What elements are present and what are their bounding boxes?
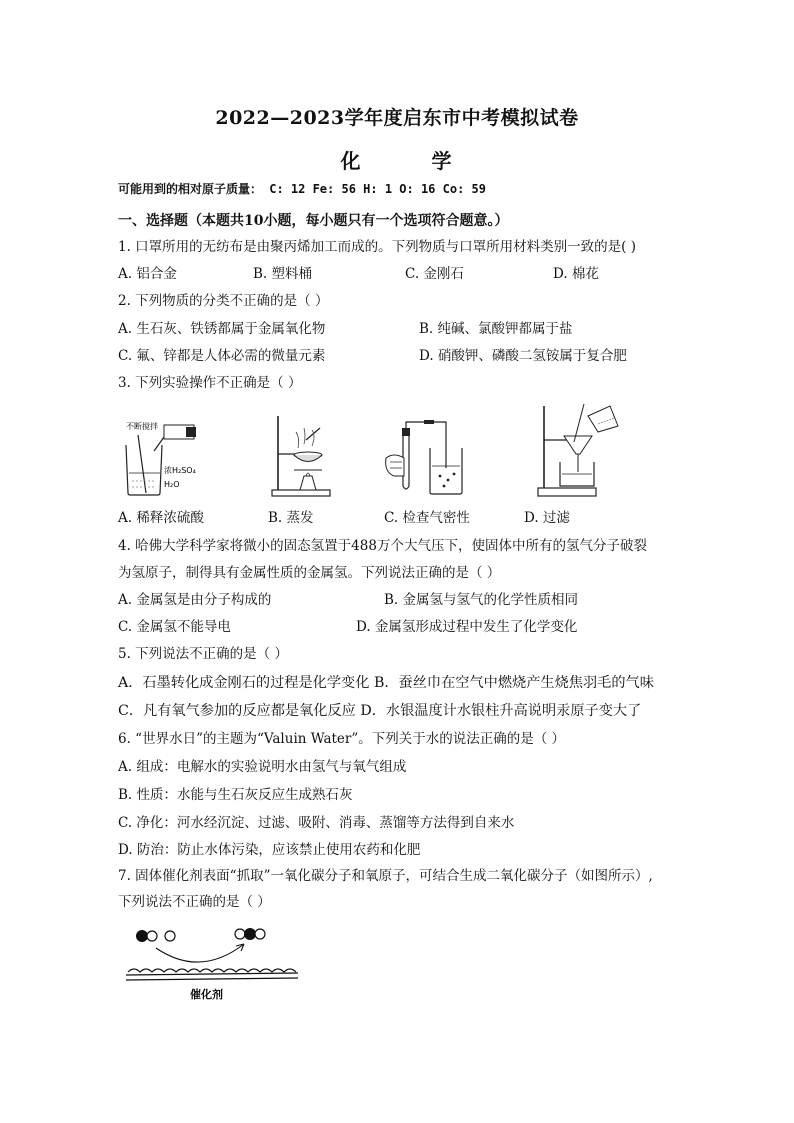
q2-option-c: C. 氟、锌都是人体必需的微量元素 (118, 348, 326, 364)
q5-options-ab: A．石墨转化成金刚石的过程是化学变化 B．蚕丝巾在空气中燃烧产生烧焦羽毛的气味 (118, 675, 654, 691)
q3-option-b: B. 蒸发 (268, 510, 314, 526)
q4-stem-line1: 4. 哈佛大学科学家将微小的固态氢置于488万个大气压下，使固体中所有的氢气分子破裂 (118, 538, 647, 554)
q3-option-d: D. 过滤 (524, 510, 570, 526)
subject-title: 化 学 (340, 149, 484, 173)
q1-stem: 1. 口罩所用的无纺布是由聚丙烯加工而成的。下列物质与口罩所用材料类别一致的是( ) (118, 239, 636, 255)
q2-stem: 2. 下列物质的分类不正确的是（ ） (118, 293, 329, 309)
q6-option-b: B. 性质：水能与生石灰反应生成熟石灰 (118, 787, 353, 803)
q6-option-a: A. 组成：电解水的实验说明水由氢气与氧气组成 (118, 759, 407, 775)
q3-option-c: C. 检查气密性 (384, 510, 470, 526)
q7-catalyst-figure (120, 922, 310, 1008)
q3-figure-evaporation (268, 410, 334, 498)
q3-figure-acid-label: 浓H₂SO₄ (164, 466, 196, 475)
q3-figure-filtration (534, 402, 620, 498)
q3-figure-stir-label: 不断搅拌 (126, 422, 158, 431)
q5-options-cd: C．凡有氧气参加的反应都是氧化反应 D．水银温度计水银柱升高说明汞原子变大了 (118, 703, 642, 719)
q6-option-c: C. 净化：河水经沉淀、过滤、吸附、消毒、蒸馏等方法得到自来水 (118, 815, 515, 831)
q7-stem-line1: 7. 固体催化剂表面“抓取”一氧化碳分子和氧原子，可结合生成二氧化碳分子（如图所示）, (118, 868, 653, 884)
q4-option-b: B. 金属氢与氢气的化学性质相同 (384, 592, 579, 608)
q2-option-b: B. 纯碱、氯酸钾都属于盐 (419, 321, 573, 337)
q7-stem-line2: 下列说法不正确的是（ ） (118, 894, 271, 910)
q6-stem: 6. “世界水日”的主题为“Valuin Water”。下列关于水的说法正确的是（ ） (118, 731, 566, 747)
q2-option-a: A. 生石灰、铁锈都属于金属氧化物 (118, 321, 326, 337)
relative-atomic-masses: 可能用到的相对原子质量： C: 12 Fe: 56 H: 1 O: 16 Co: 59 (118, 182, 486, 196)
q4-option-a: A. 金属氢是由分子构成的 (118, 592, 272, 608)
q4-option-c: C. 金属氢不能导电 (118, 619, 231, 635)
section-heading: 一、选择题（本题共10小题，每小题只有一个选项符合题意。） (118, 213, 509, 229)
q3-option-a: A. 稀释浓硫酸 (118, 510, 204, 526)
q3-figure-dilute-acid (120, 415, 210, 497)
q7-catalyst-label: 催化剂 (190, 988, 223, 1001)
q2-option-d: D. 硝酸钾、磷酸二氢铵属于复合肥 (419, 348, 627, 364)
q1-option-d: D. 棉花 (553, 266, 599, 282)
q4-option-d: D. 金属氢形成过程中发生了化学变化 (356, 619, 578, 635)
q1-option-b: B. 塑料桶 (253, 266, 313, 282)
q6-option-d: D. 防治：防止水体污染，应该禁止使用农药和化肥 (118, 842, 421, 858)
q3-stem: 3. 下列实验操作不正确是（ ） (118, 375, 302, 391)
q3-figure-air-tightness (380, 418, 480, 498)
exam-title: 2022—2023学年度启东市中考模拟试卷 (215, 107, 579, 129)
q1-option-c: C. 金刚石 (405, 266, 464, 282)
q1-option-a: A. 铝合金 (118, 266, 177, 282)
q4-stem-line2: 为氢原子，制得具有金属性质的金属氢。下列说法正确的是（ ） (118, 565, 501, 581)
q5-stem: 5. 下列说法不正确的是（ ） (118, 646, 288, 662)
q3-figure-water-label: H₂O (164, 480, 180, 489)
